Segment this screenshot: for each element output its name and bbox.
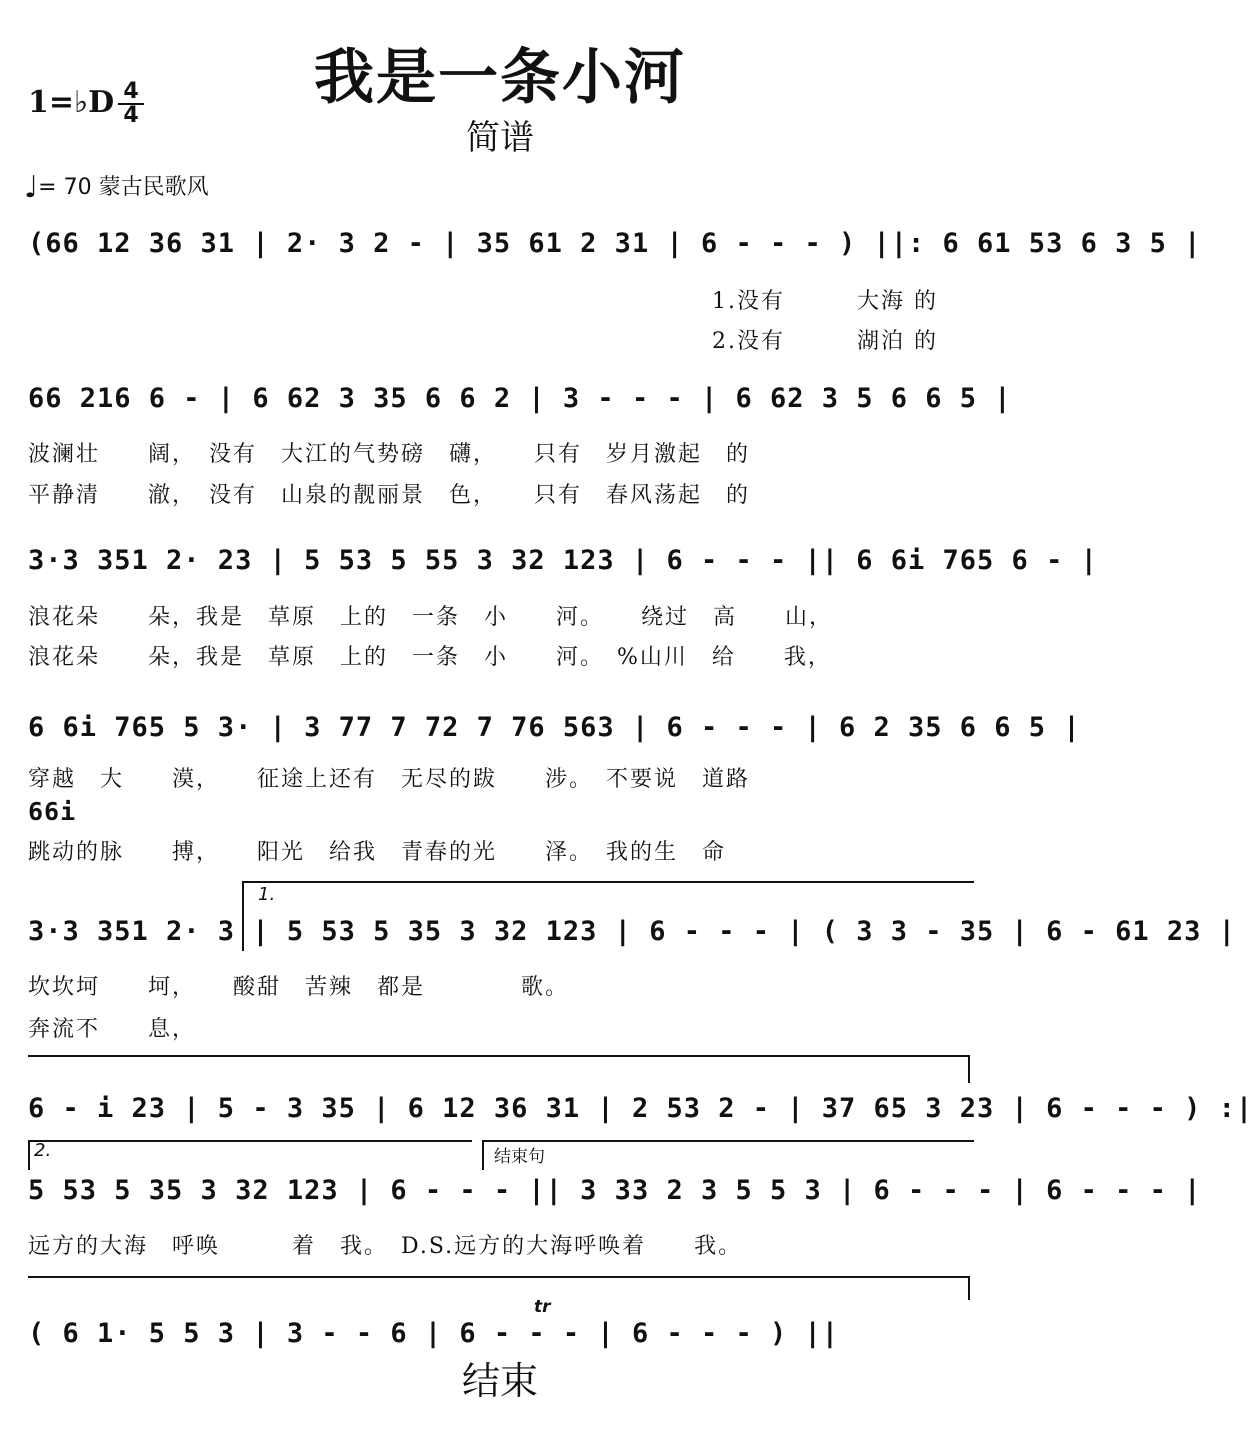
page-subtitle: 简谱 bbox=[466, 118, 534, 158]
notation-row-3: 3·3 351 2· 23 | 5 53 5 55 3 32 123 | 6 - - - || 6 6i 765 6 - | bbox=[28, 545, 1098, 576]
volta-1-bracket-left bbox=[242, 881, 244, 951]
lyric-row-4-verse-2: 跳动的脉 搏， 阳光 给我 青春的光 泽。 我的生 命 bbox=[28, 840, 727, 865]
volta-2-bracket-left bbox=[28, 1140, 30, 1170]
lyric-row-3-verse-2: 浪花朵 朵，我是 草原 上的 一条 小 河。 %山川 给 我， bbox=[28, 645, 832, 670]
lyric-row-5-verse-1: 坎坎坷 坷， 酸甜 苦辣 都是 歌。 bbox=[28, 975, 570, 1000]
notation-row-8: ( 6 1· 5 5 3 | 3 - - 6 | 6 - - - | 6 - - - ) || bbox=[28, 1318, 840, 1349]
lyric-row-2-verse-1: 波澜壮 阔， 没有 大江的气势磅 礴， 只有 岁月激起 的 bbox=[28, 442, 751, 467]
lyric-row-1-verse-2: 2.没有 湖泊 的 bbox=[712, 329, 938, 354]
system-bracket-top bbox=[28, 1055, 970, 1057]
volta-2-label: 2. bbox=[34, 1140, 52, 1161]
coda-bracket-left bbox=[482, 1140, 484, 1170]
lyric-row-4-verse-1: 穿越 大 漠， 征途上还有 无尽的跋 涉。 不要说 道路 bbox=[28, 767, 751, 792]
lyric-row-2-verse-2: 平静清 澈， 没有 山泉的靓丽景 色， 只有 春风荡起 的 bbox=[28, 483, 751, 508]
notation-row-6: 6 - i 23 | 5 - 3 35 | 6 12 36 31 | 2 53 2 - | 37 65 3 23 | 6 - - - ) :| bbox=[28, 1093, 1253, 1124]
notation-row-7: 5 53 5 35 3 32 123 | 6 - - - || 3 33 2 3 5 5 3 | 6 - - - | 6 - - - | bbox=[28, 1175, 1202, 1206]
end-label: 结束 bbox=[461, 1359, 538, 1403]
lyric-row-3-verse-1: 浪花朵 朵，我是 草原 上的 一条 小 河。 绕过 高 山， bbox=[28, 605, 834, 630]
trill-ornament: tr bbox=[534, 1297, 551, 1317]
coda-bracket bbox=[482, 1140, 974, 1142]
notation-row-4: 6 6i 765 5 3· | 3 77 7 72 7 76 563 | 6 - - - | 6 2 35 6 6 5 | bbox=[28, 712, 1081, 743]
volta-1-bracket bbox=[242, 881, 974, 883]
time-signature bbox=[118, 79, 144, 128]
system-bracket-right bbox=[968, 1055, 970, 1083]
lyric-row-7: 远方的大海 呼唤 着 我。 D.S.远方的大海呼唤着 我。 bbox=[28, 1234, 743, 1259]
time-signature-bottom: 4 bbox=[123, 103, 139, 128]
system-bracket-bottom bbox=[28, 1276, 970, 1278]
volta-2-bracket bbox=[28, 1140, 472, 1142]
tempo-text: = 70 蒙古民歌风 bbox=[38, 175, 209, 200]
quarter-note-icon: ♩ bbox=[24, 170, 39, 205]
key-signature: 1=♭D bbox=[28, 85, 115, 120]
lyric-row-1-verse-1: 1.没有 大海 的 bbox=[712, 289, 938, 314]
coda-label: 结束句 bbox=[494, 1147, 545, 1167]
notation-row-5: 3·3 351 2· 3 | 5 53 5 35 3 32 123 | 6 - - - | ( 3 3 - 35 | 6 - 61 23 | bbox=[28, 916, 1236, 947]
page-title: 我是一条小河 bbox=[314, 43, 686, 113]
notation-row-2: 66 216 6 - | 6 62 3 35 6 6 2 | 3 - - - | 6 62 3 5 6 6 5 | bbox=[28, 383, 1012, 414]
system-bracket-bottom-right bbox=[968, 1276, 970, 1300]
notation-row-1: (66 12 36 31 | 2· 3 2 - | 35 61 2 31 | 6 - - - ) ||: 6 61 53 6 3 5 | bbox=[28, 228, 1202, 259]
tempo-marking bbox=[24, 170, 209, 205]
volta-1-label: 1. bbox=[258, 884, 276, 905]
notation-row-4-alt: 66i bbox=[28, 797, 77, 826]
lyric-row-5-verse-2: 奔流不 息， bbox=[28, 1017, 197, 1042]
time-signature-top: 4 bbox=[123, 79, 139, 104]
